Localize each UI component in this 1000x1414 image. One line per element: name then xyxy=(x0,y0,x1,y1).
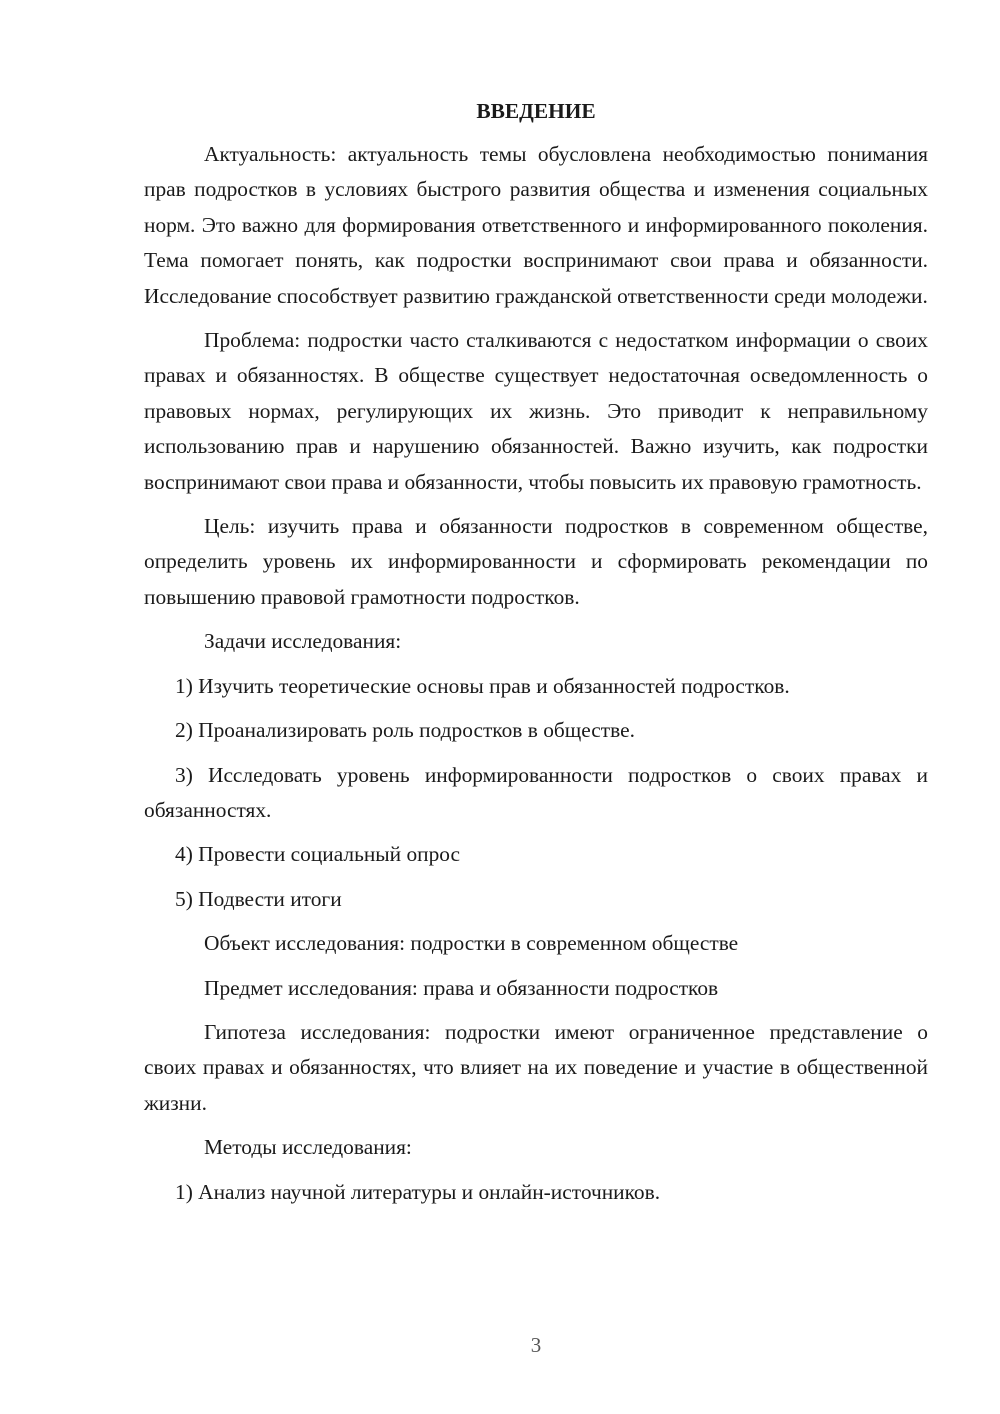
page-content xyxy=(144,94,928,1219)
hypothesis-paragraph: Гипотеза исследования: подростки имеют ограниченное представление о своих правах и обязанностях, что влияет на их поведение и участие в общественной жизни. xyxy=(144,1019,928,1115)
problem-paragraph: Проблема: подростки часто сталкиваются с недостатком информации о своих правах и обязанностях. В обществе существует недостаточная осведомленность о правовых нормах, регулирующих их жизнь. Это приводит к неправильному использованию прав и нарушению обязанностей. Важно изучить, как подростки воспринимают свои права и обязанности, чтобы повысить их правовую грамотность. xyxy=(144,328,928,494)
section-title: ВВЕДЕНИЕ xyxy=(476,99,596,123)
task-item-2: 2) Проанализировать роль подростков в обществе. xyxy=(175,718,635,743)
goal-paragraph: Цель: изучить права и обязанности подростков в современном обществе, определить уровень их информированности и сформировать рекомендации по повышению правовой грамотности подростков. xyxy=(144,514,928,609)
research-subject: Предмет исследования: права и обязанности подростков xyxy=(204,975,719,1000)
methods-heading: Методы исследования: xyxy=(204,1135,412,1160)
task-item-4: 4) Провести социальный опрос xyxy=(175,842,461,867)
task-item-5: 5) Подвести итоги xyxy=(175,886,342,911)
task-item-3: 3) Исследовать уровень информированности подростков о своих правах и обязанностях. xyxy=(144,762,928,822)
relevance-paragraph: Актуальность: актуальность темы обусловлена необходимостью понимания прав подростков в условиях быстрого развития общества и изменения социальных норм. Это важно для формирования ответственного и информированного поколения. Тема помогает понять, как подростки воспринимают свои права и обязанности. Исследование способствует развитию гражданской ответственности среди молодежи. xyxy=(144,142,928,308)
research-object: Объект исследования: подростки в современном обществе xyxy=(204,931,739,956)
task-item-1: 1) Изучить теоретические основы прав и обязанностей подростков. xyxy=(175,673,790,698)
method-item-1: 1) Анализ научной литературы и онлайн-источников. xyxy=(175,1179,661,1204)
page-number: 3 xyxy=(530,1333,542,1357)
tasks-heading: Задачи исследования: xyxy=(204,629,402,654)
